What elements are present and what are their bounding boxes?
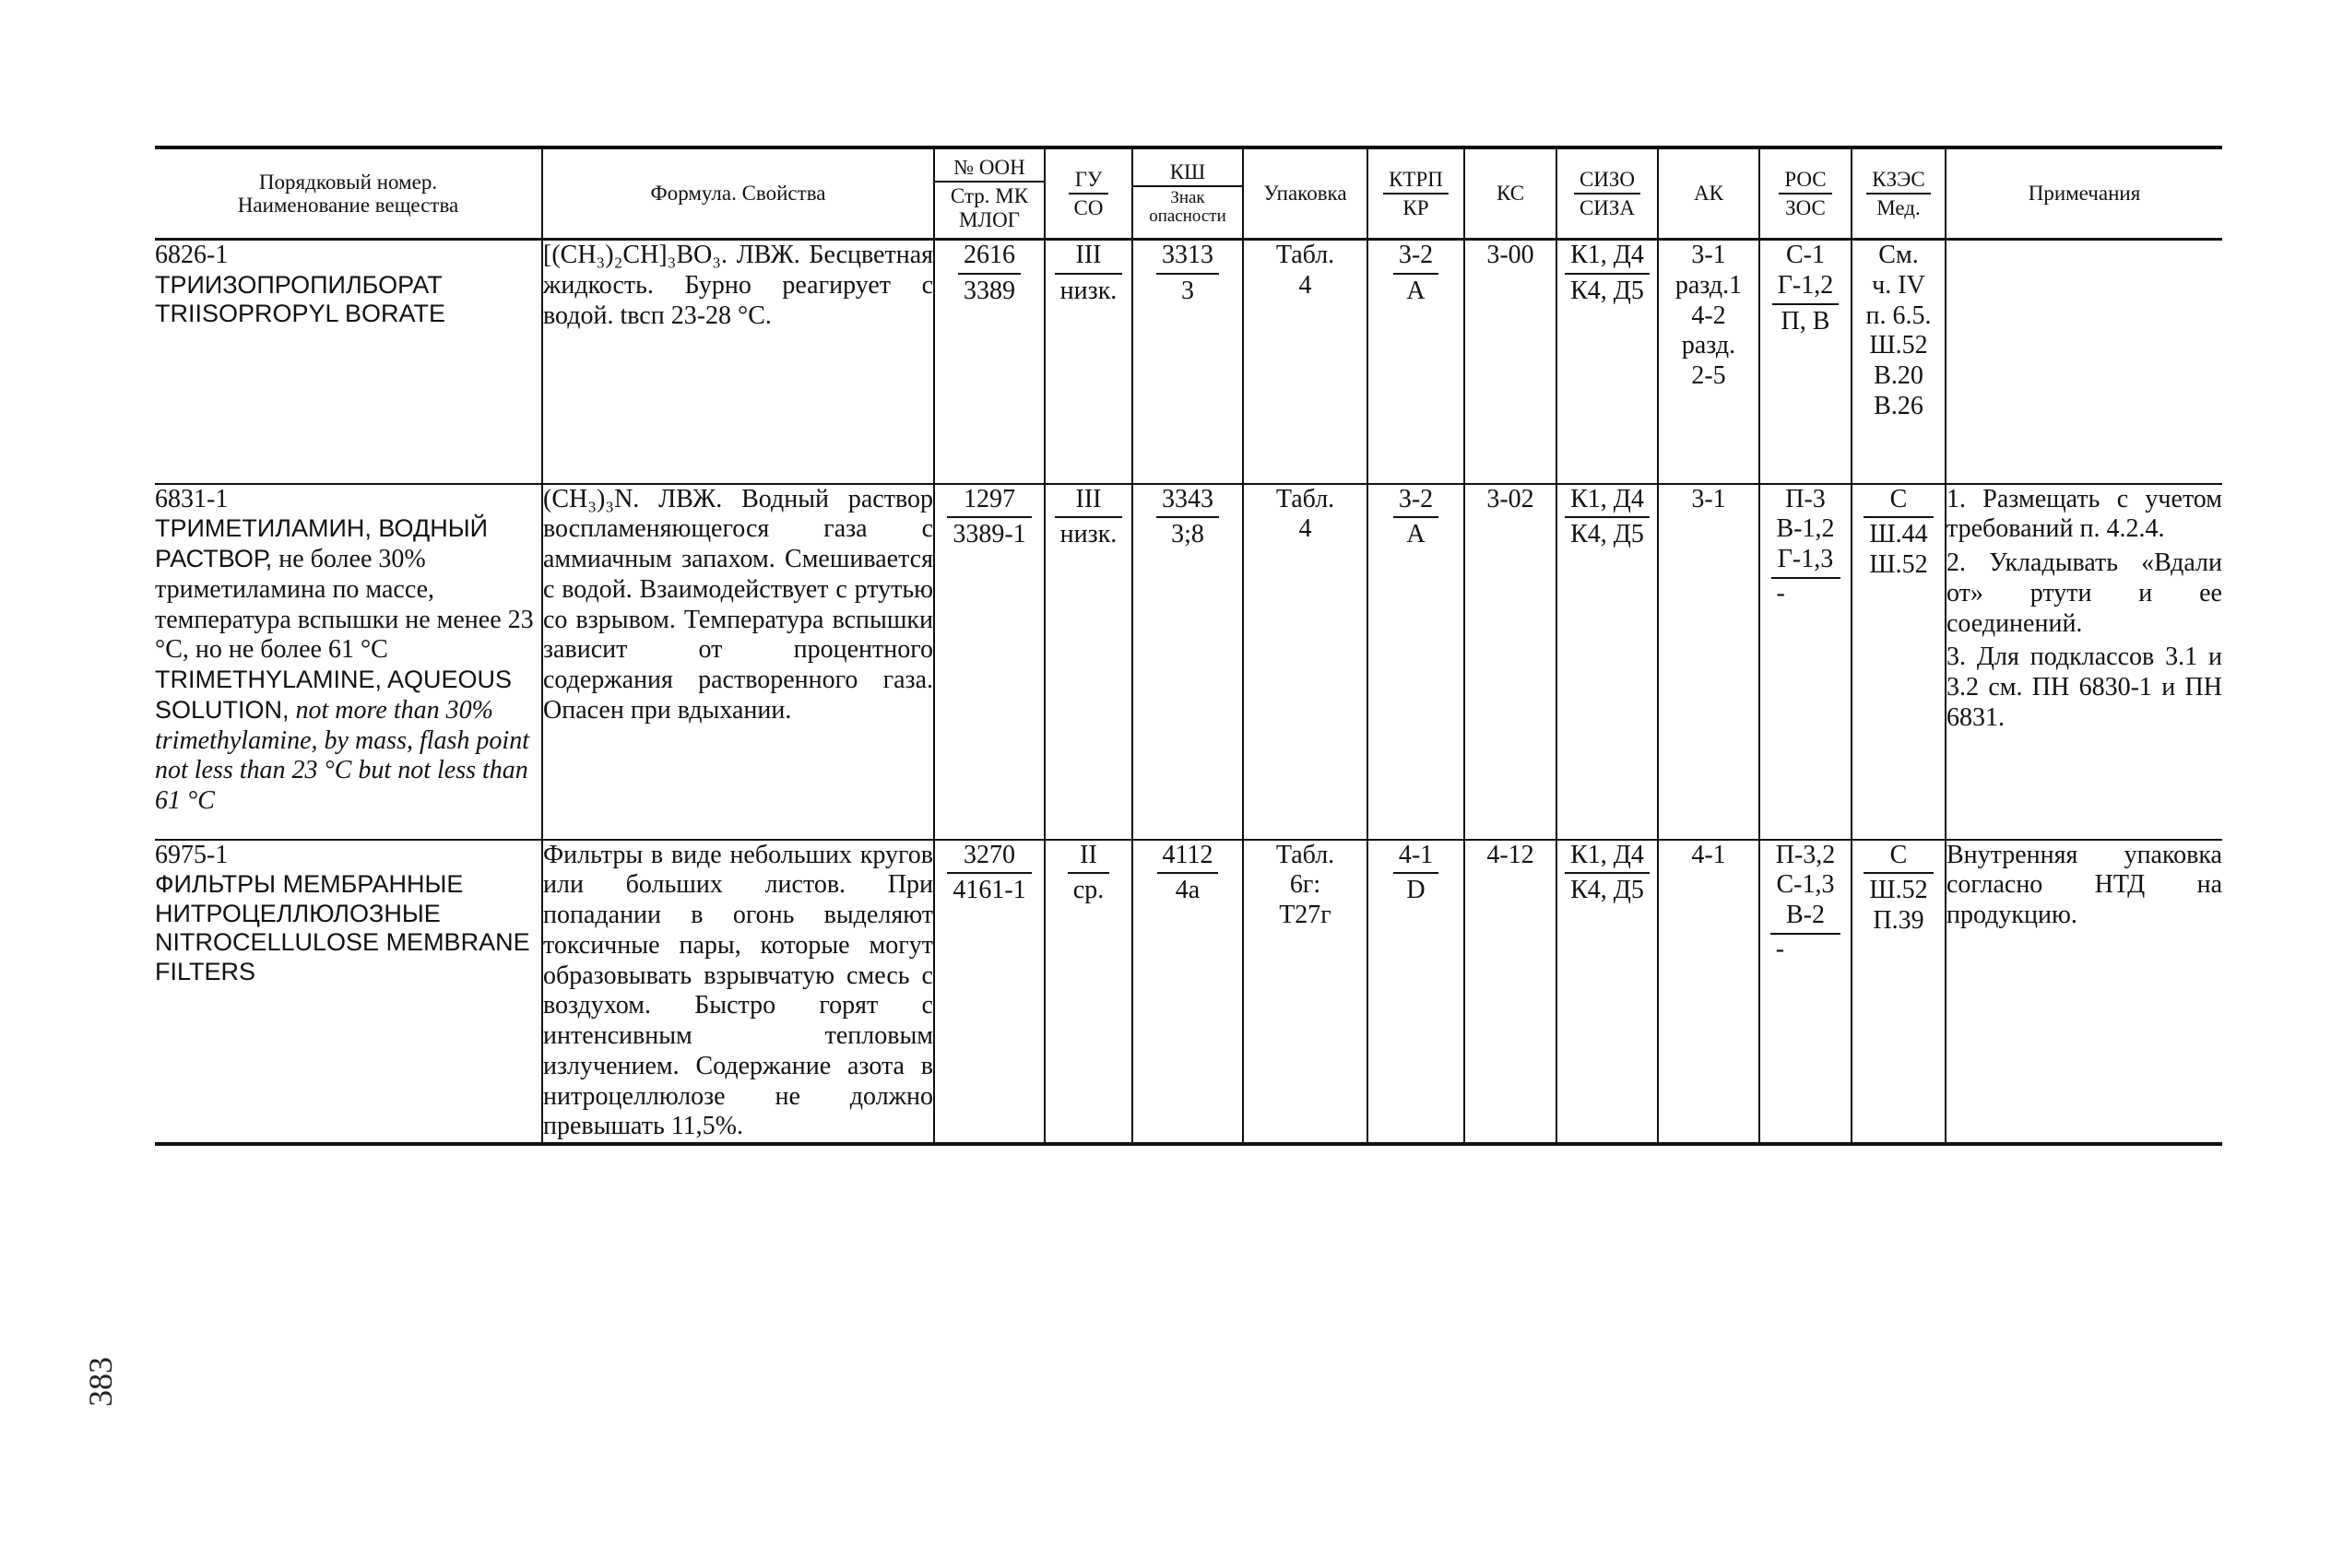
gu-cell: $\frac{\text{III}}{\text{низк.}}$: [1045, 484, 1132, 840]
header-kzes: $\frac{\text{КЗЭС}}{\text{Мед.}}$: [1852, 147, 1946, 240]
properties-cell: Фильтры в виде небольших кругов или больших листов. При попадании в огонь выделяют токсичные пары, которые могут образовывать взрывчатую смесь с воздухом. Быстро горят с интенсивным тепловым излучением. Содержание азота в нитроцеллюлозе не должно превышать 11,5%.: [542, 840, 934, 1145]
notes-cell: 1. Размещать с учетом требований п. 4.2.4. 2. Укладывать «Вдали от» ртути и ее соединений. 3. Для подклассов 3.1 и 3.2 см. ПН 6830-1 и ПН 6831.: [1946, 484, 2222, 840]
substance-name-cell: 6975-1 ФИЛЬТРЫ МЕМБРАННЫЕ НИТРОЦЕЛЛЮЛОЗНЫЕ NITROCELLULOSE MEMBRANE FILTERS: [155, 840, 542, 1145]
sizo-cell: $\frac{К1, Д4}{К4, Д5}$: [1556, 240, 1658, 484]
pack-cell: Табл. 4: [1243, 484, 1367, 840]
ak-cell: 4-1: [1658, 840, 1759, 1145]
notes-cell: Внутренняя упаковка согласно НТД на продукцию.: [1946, 840, 2222, 1145]
header-notes: Примечания: [1946, 147, 2222, 240]
gu-cell: $\frac{II}{ср.}$: [1045, 840, 1132, 1145]
header-ak: АК: [1658, 147, 1759, 240]
header-gu: $\frac{ГУ}{СО}$: [1045, 147, 1132, 240]
properties-cell: (CH₃)₃N. ЛВЖ. Водный раствор воспламеняющегося газа с аммиачным запахом. Смешивается с водой. Взаимодействует с ртутью со взрывом. Температура вспышки зависит от процентного содержания растворенного газа. Опасен при вдыхании.: [542, 484, 934, 840]
ks-cell: 3-02: [1464, 484, 1556, 840]
un-cell: $\frac{1297}{3389-1}$: [934, 484, 1045, 840]
pack-cell: Табл. 4: [1243, 240, 1367, 484]
properties-cell: [(CH₃)₂CH]₃BO₃. ЛВЖ. Бесцветная жидкость. Бурно реагирует с водой. tвсп 23-28 °С.: [542, 240, 934, 484]
substance-name-cell: 6826-1 ТРИИЗОПРОПИЛБОРАТ TRIISOPROPYL BORATE: [155, 241, 446, 328]
header-sizo: $\frac{\text{СИЗО}}{\text{СИЗА}}$: [1556, 147, 1658, 240]
header-formula: Формула. Свойства: [542, 147, 934, 240]
ks-cell: 3-00: [1464, 240, 1556, 484]
sizo-cell: $\frac{К1, Д4}{К4, Д5}$: [1556, 484, 1658, 840]
kzes-cell: С Ш.44 Ш.52: [1852, 484, 1946, 840]
ros-cell: С-1 Г-1,2 П, В: [1759, 240, 1852, 484]
ksh-cell: $\frac{3343}{3;8}$: [1132, 484, 1243, 840]
page-margin-mark: 383: [82, 1357, 119, 1407]
ros-cell: П-3 В-1,2 Г-1,3 -: [1759, 484, 1852, 840]
header-ros: $\frac{\text{РОС}}{\text{ЗОС}}$: [1759, 147, 1852, 240]
register-sheet: [155, 146, 2222, 1146]
header-pack: Упаковка: [1243, 147, 1367, 240]
ksh-cell: $\frac{4112}{4а}$: [1132, 840, 1243, 1145]
ksh-cell: $\frac{3313}{3}$: [1132, 240, 1243, 484]
ks-cell: 4-12: [1464, 840, 1556, 1145]
un-cell: $\frac{3270}{4161-1}$: [934, 840, 1045, 1145]
table-row: [155, 240, 2222, 484]
ak-cell: 3-1: [1658, 484, 1759, 840]
substance-name-cell: 6831-1 ТРИМЕТИЛАМИН, ВОДНЫЙ РАСТВОР, не более 30% триметиламина по массе, температура вспышки не менее 23 °С, но не более 61 °С TRIMETHYLAMINE, AQUEOUS SOLUTION, not more than 30% trimethylamine, by mass, flash point not less than 23 °C but not less than 61 °C: [155, 484, 542, 840]
header-un: $\frac{\text{№ ООН}}{\text{Стр. МК МЛОГ}}$: [934, 147, 1045, 240]
ktrp-cell: $\frac{3-2}{A}$: [1367, 240, 1464, 484]
header-row: [155, 147, 2222, 240]
ktrp-cell: $\frac{4-1}{D}$: [1367, 840, 1464, 1145]
header-name: Порядковый номер. Наименование вещества: [155, 147, 542, 240]
ktrp-cell: $\frac{3-2}{A}$: [1367, 484, 1464, 840]
sizo-cell: $\frac{К1, Д4}{К4, Д5}$: [1556, 840, 1658, 1145]
un-cell: $\frac{2616}{3389}$: [934, 240, 1045, 484]
pack-cell: Табл. 6г: Т27г: [1243, 840, 1367, 1145]
gu-cell: $\frac{\text{III}}{\text{низк.}}$: [1045, 240, 1132, 484]
kzes-cell: См. ч. IV п. 6.5. Ш.52 В.20 В.26: [1852, 240, 1946, 484]
header-ktrp: $\frac{\text{КТРП}}{КР}$: [1367, 147, 1464, 240]
header-ks: КС: [1464, 147, 1556, 240]
ros-cell: П-3,2 С-1,3 В-2 -: [1759, 840, 1852, 1145]
table-row: [155, 840, 2222, 1145]
header-ksh: $\frac{КШ}{\text{Знак опасности}}$: [1132, 147, 1243, 240]
table-row: [155, 484, 2222, 840]
kzes-cell: С Ш.52 П.39: [1852, 840, 1946, 1145]
ak-cell: 3-1 разд.1 4-2 разд. 2-5: [1658, 240, 1759, 484]
substance-table: [155, 146, 2222, 1146]
notes-cell: [1946, 240, 2222, 484]
